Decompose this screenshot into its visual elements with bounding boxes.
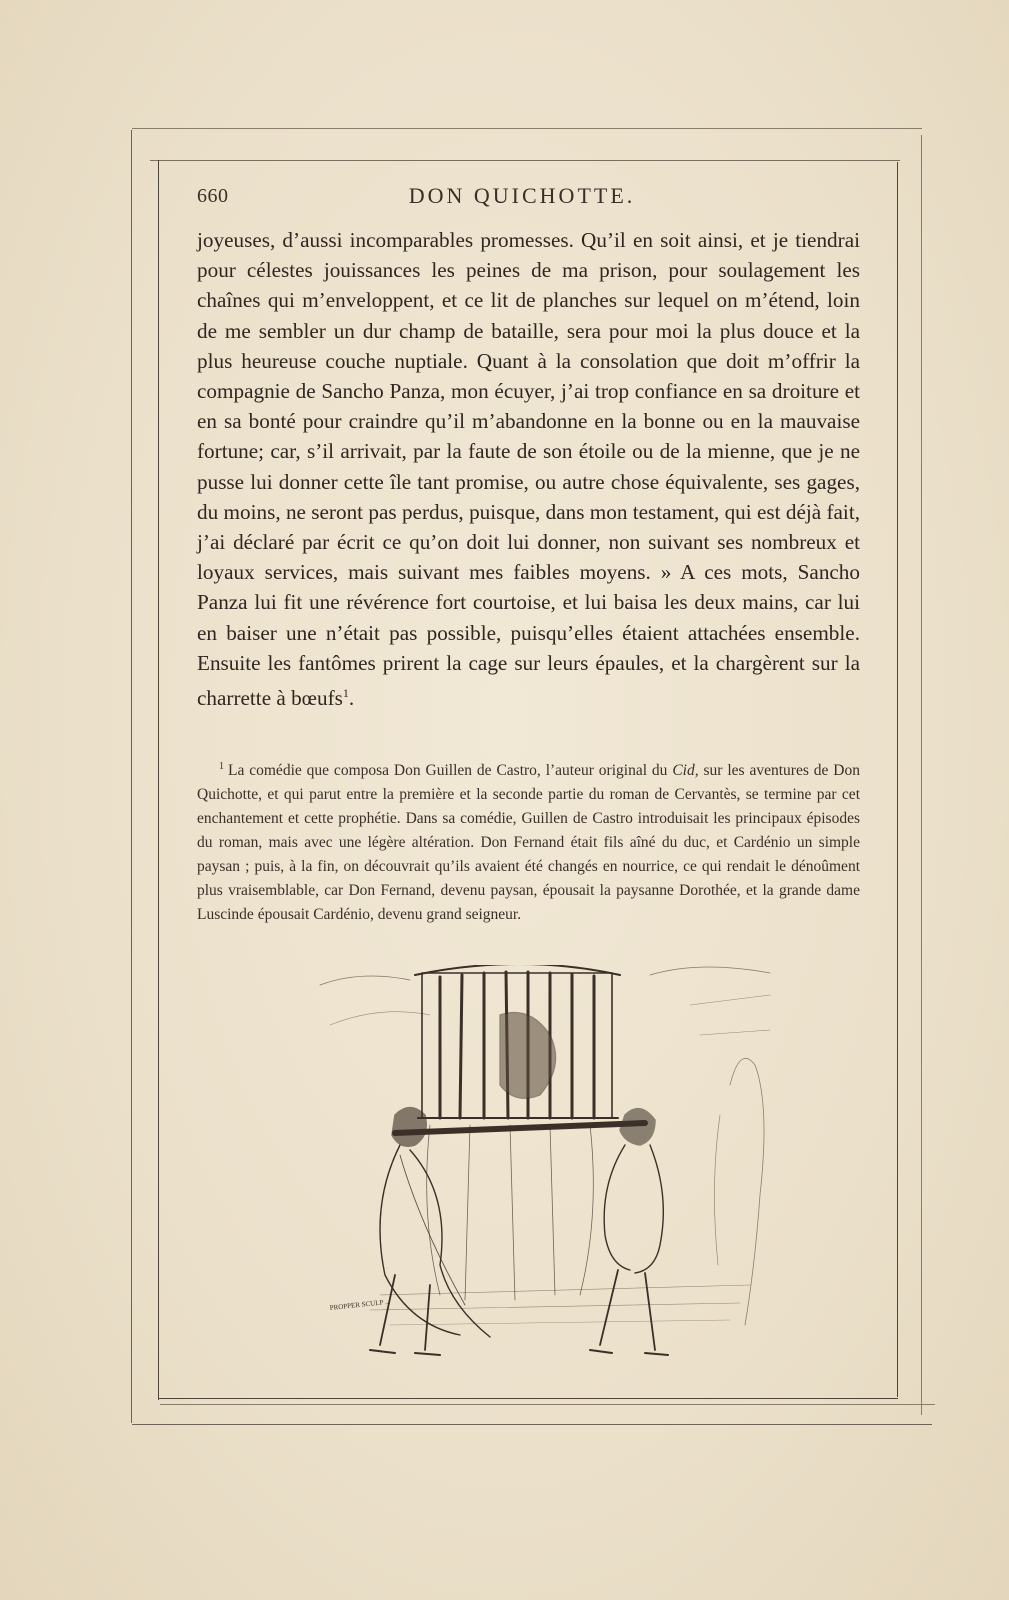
frame-line <box>150 160 900 161</box>
frame-line <box>158 1398 898 1399</box>
page-header <box>197 183 857 215</box>
footnote-reference: 1 <box>342 686 349 701</box>
footnote-text-after: sur les aventures de Don Quichotte, et qui parut entre la première et la seconde partie du roman de Cervantès, se termine par cet enchantement et cette prophétie. Dans sa comédie, Guillen de Castro introduisait les principaux épisodes du roman, mais avec une légère altération. Don Fernand était fils aîné du duc, et Cardénio un simple paysan ; puis, à la fin, on découvrait qu’ils avaient été changés en nourrice, ce qui rendait le dénoûment plus vraisemblable, car Don Fernand, devenu paysan, épousait la paysanne Dorothée, et la grande dame Luscinde épousait Cardénio, devenu grand seigneur. <box>197 762 860 924</box>
running-head: DON QUICHOTTE. <box>408 183 636 208</box>
frame-line <box>132 128 922 129</box>
body-paragraph-end: . <box>348 686 355 711</box>
engraver-signature: PROPPER SCULP ... <box>329 1297 391 1312</box>
frame-line <box>160 1404 935 1405</box>
body-text <box>197 225 860 713</box>
footnote <box>197 755 860 927</box>
body-paragraph-text: joyeuses, d’aussi incomparables promesses. Qu’il en soit ainsi, et je tiendrai pour célestes jouissances les peines de ma prison, pour soulagement les chaînes qui m’enveloppent, et ce lit de planches sur lequel on m’étend, loin de me sembler un dur champ de bataille, sera pour moi la plus douce et la plus heureuse couche nuptiale. Quant à la consolation que doit m’offrir la compagnie de Sancho Panza, mon écuyer, j’ai trop confiance en sa droiture et en sa bonté pour craindre qu’il m’abandonne en la bonne ou en la mauvaise fortune; car, s’il arrivait, par la faute de son étoile ou de la mienne, que je ne pusse lui donner cette île tant promise, ou autre chose équivalente, ses gages, du moins, ne seront pas perdus, puisque, dans mon testament, qui est déjà fait, j’ai déclaré par écrit ce qu’on doit lui donner, non suivant ses nombreux et loyaux services, mais suivant mes faibles moyens. » A ces mots, Sancho Panza lui fit une révérence fort courtoise, et lui baisa les deux mains, car lui en baiser une n’était pas possible, puisqu’elles étaient attachées ensemble. Ensuite les fantômes prirent la cage sur leurs épaules, et la chargèrent sur la charrette à bœufs <box>197 228 860 711</box>
frame-line <box>158 160 159 1400</box>
engraving-illustration <box>300 965 780 1385</box>
frame-line <box>921 135 922 1415</box>
body-paragraph <box>197 225 860 713</box>
footnote-mark: 1 <box>219 761 224 772</box>
frame-line <box>897 162 898 1397</box>
page-number: 660 <box>197 185 229 207</box>
frame-line <box>131 130 132 1423</box>
frame-line <box>132 1424 932 1425</box>
footnote-text-before: La comédie que composa Don Guillen de Castro, l’auteur original du <box>228 762 673 780</box>
footnote-cid: Cid, <box>672 762 699 780</box>
footnote-paragraph <box>197 755 860 927</box>
